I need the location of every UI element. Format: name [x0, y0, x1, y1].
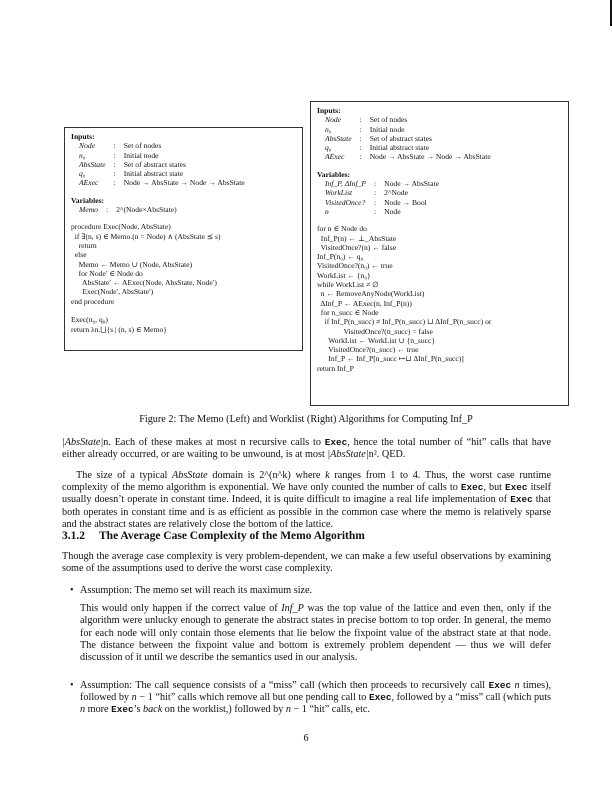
text-run: domain is 2^(n^k) where — [207, 470, 326, 481]
symbol-name: n₀ — [79, 150, 86, 160]
symbol-name: Inf_P, ΔInf_P — [325, 179, 367, 189]
symbol-name: AExec — [79, 178, 99, 188]
symbol-name: Node — [325, 115, 342, 125]
code-line: AbsState′ ← AExec(Node, AbsState, Node′) — [71, 278, 217, 288]
symbol-description: 2^Node — [384, 188, 408, 198]
colon: : — [374, 206, 377, 216]
inputs-heading: Inputs: — [317, 106, 341, 115]
symbol-description: Node → Bool — [384, 197, 427, 207]
colon: : — [359, 124, 362, 134]
figure-caption: Figure 2: The Memo (Left) and Worklist (Right) Algorithms for Computing Inf_P — [139, 414, 473, 425]
symbol-description: Initial abstract state — [369, 143, 430, 153]
paragraph — [62, 470, 551, 531]
colon: : — [359, 133, 362, 143]
code-line: procedure Exec(Node, AbsState) — [71, 222, 171, 232]
math-term: n — [285, 704, 291, 716]
code-term: Exec — [111, 704, 134, 716]
math-term: AbsState — [172, 470, 208, 481]
text-run: Assumption: The call sequence consists of a “miss” call (which then proceeds to recursively call — [80, 680, 489, 691]
definition-row — [79, 205, 177, 214]
symbol-name: q₀ — [79, 169, 86, 179]
math-term: k — [325, 470, 330, 481]
algorithm-code — [71, 222, 296, 334]
code-line: n ← RemoveAnyNode(WorkList) — [317, 289, 425, 299]
code-line: VisitedOnce?(n) ← false — [317, 242, 397, 252]
code-term: Exec — [460, 482, 484, 494]
text-run: times), followed by — [80, 680, 552, 704]
text-run: on the worklist,) followed by — [162, 704, 286, 716]
definition-row — [79, 178, 245, 187]
section-number: 3.1.2 — [62, 530, 85, 542]
code-line: return λn.⨆{s | (n, s) ∈ Memo} — [71, 324, 167, 334]
math-term: n — [131, 692, 137, 704]
code-line: VisitedOnce?(n_succ) = false — [317, 326, 433, 336]
symbol-name: VisitedOnce? — [325, 197, 366, 207]
symbol-description: Node → AbsState → Node → AbsState — [369, 152, 491, 162]
text-run: The size of a typical — [76, 470, 173, 481]
code-line: Inf_P ← Inf_P[n_succ ↦⊔ ΔInf_P(n_succ)] — [317, 354, 464, 364]
code-term: Exec — [488, 680, 512, 691]
text-run: ranges from 1 to 4. Thus, the worst case runtime complexity of the memo algorithm is exponential. We have only counted the number of calls to — [62, 470, 551, 494]
variables-table — [79, 205, 177, 214]
math-term: n — [514, 680, 520, 691]
colon: : — [113, 141, 116, 151]
code-term: Exec — [368, 692, 392, 704]
symbol-description: Node → AbsState → Node → AbsState — [123, 178, 245, 188]
symbol-description: Node → AbsState — [384, 179, 439, 189]
math-term: n — [80, 704, 86, 716]
text-run: , followed by a “miss” call (which puts — [391, 692, 551, 704]
definition-row — [79, 169, 245, 178]
paragraph — [62, 551, 551, 575]
inputs-heading: Inputs: — [71, 132, 95, 141]
symbol-description: Initial abstract state — [123, 169, 184, 179]
code-line: WorkList ← WorkList ∪ {n_succ} — [317, 335, 436, 345]
definition-row — [325, 125, 491, 134]
symbol-description: Initial node — [369, 124, 405, 134]
code-term: Exec — [510, 494, 533, 506]
symbol-name: Memo — [79, 205, 98, 215]
text-run: , hence the total number of “hit” calls that have either already occurred, or are waiting to be unwound, is at most — [62, 437, 551, 461]
symbol-name: q₀ — [325, 143, 332, 153]
code-term: Exec — [505, 482, 528, 494]
code-line: else — [71, 250, 87, 260]
code-line: ΔInf_P ← AExec(n, Inf_P(n)) — [317, 298, 412, 308]
code-line: for n ∈ Node do — [317, 224, 367, 234]
text-run: n. Each of these makes at most n recursive calls to — [103, 437, 325, 448]
colon: : — [113, 150, 116, 160]
math-term: |AbsState| — [62, 437, 104, 448]
variables-table — [325, 179, 439, 216]
inputs-table — [79, 141, 245, 187]
worklist-algorithm-box — [310, 101, 569, 406]
definition-row — [79, 160, 245, 169]
bullet-item — [70, 680, 552, 717]
symbol-description: Set of abstract states — [369, 133, 432, 143]
definition-row — [325, 115, 491, 124]
symbol-description: 2^(Node×AbsState) — [116, 205, 177, 215]
code-line: Exec(Node′, AbsState′) — [71, 287, 154, 297]
text-run: Assumption: The memo set will reach its maximum size. — [80, 585, 313, 596]
symbol-name: WorkList — [325, 188, 353, 198]
inputs-table — [325, 115, 491, 161]
symbol-name: AExec — [325, 152, 345, 162]
bullet-icon: • — [70, 585, 74, 596]
algorithm-code — [317, 224, 562, 373]
code-line — [71, 306, 296, 315]
symbol-name: n₀ — [325, 124, 332, 134]
symbol-description: Set of abstract states — [123, 159, 186, 169]
code-line: WorkList ← {n₀} — [317, 270, 371, 280]
definition-row — [325, 143, 491, 152]
code-term: Exec — [324, 437, 348, 448]
bullet-body — [80, 680, 551, 717]
colon: : — [359, 152, 362, 162]
code-line: if Inf_P(n_succ) ≠ Inf_P(n_succ) ⊔ ΔInf_P(n_succ) or — [317, 317, 492, 327]
colon: : — [374, 188, 377, 198]
definition-row — [325, 198, 439, 207]
symbol-name: AbsState — [79, 159, 106, 169]
code-line: Inf_P(n₀) ← q₀ — [317, 252, 364, 262]
code-line: end procedure — [71, 296, 115, 306]
text-run: itself usually doesn’t operate in constant time. Indeed, it is quite difficult to imagine a real life implementation of — [62, 482, 551, 506]
definition-row — [79, 151, 245, 160]
variables-heading: Variables: — [317, 169, 351, 179]
paragraph — [62, 437, 551, 461]
code-line: VisitedOnce?(n₀) ← true — [317, 261, 393, 271]
section-heading — [62, 530, 365, 542]
variables-heading: Variables: — [71, 195, 105, 205]
math-term: back — [142, 704, 163, 716]
code-line: Memo ← Memo ∪ (Node, AbsState) — [71, 259, 193, 269]
text-run: was the top value of the lattice and even then, only if the algorithm were unlucky enough to generate the abstract states in precise bottom to top order. In general, the memo for each node will only contain those elements that lie below the fixpoint value of the abstract state at that node. The distance between the fixpoint value and bottom is extremely problem dependent — thus we will defer discussion of it until we describe the semantics used in our analysis. — [80, 603, 551, 664]
math-term: Inf_P — [281, 603, 304, 615]
code-line: return — [71, 240, 97, 250]
text-run: that both operates in constant time and is as efficient as possible in the common case where the memo is relatively sparse and the abstract states are relatively close the bottom of the lattice. — [62, 494, 551, 530]
colon: : — [113, 159, 116, 169]
definition-row — [325, 152, 491, 161]
colon: : — [374, 179, 377, 189]
text-run: This would only happen if the correct value of — [80, 603, 282, 615]
code-line: Inf_P(n) ← ⊥_AbsState — [317, 233, 397, 243]
text-run: − 1 “hit” calls which remove all but one pending call to — [136, 692, 369, 704]
definition-row — [325, 134, 491, 143]
colon: : — [113, 169, 116, 179]
bullet-body — [80, 603, 551, 664]
definition-row — [325, 207, 439, 216]
code-line: for Node′ ∈ Node do — [71, 268, 143, 278]
symbol-description: Set of nodes — [369, 115, 408, 125]
colon: : — [105, 205, 109, 215]
code-line: while WorkList ≠ ∅ — [317, 280, 379, 290]
memo-algorithm-box — [64, 127, 303, 351]
page-number: 6 — [303, 733, 309, 744]
code-line: Exec(n₀, q₀) — [71, 315, 108, 325]
code-line: VisitedOnce?(n_succ) ← true — [317, 345, 419, 355]
text-run: − 1 “hit” calls, etc. — [290, 704, 370, 716]
symbol-description: Initial node — [123, 150, 159, 160]
code-line: for n_succ ∈ Node — [317, 307, 379, 317]
definition-row — [325, 188, 439, 197]
definition-row — [325, 179, 439, 188]
colon: : — [113, 178, 116, 188]
code-line: return Inf_P — [317, 363, 354, 373]
text-run: n². QED. — [368, 449, 406, 461]
colon: : — [374, 197, 377, 207]
colon: : — [359, 143, 362, 153]
symbol-name: AbsState — [325, 133, 352, 143]
bullet-title — [80, 585, 551, 597]
section-title: The Average Case Complexity of the Memo Algorithm — [99, 530, 365, 542]
bullet-icon: • — [70, 680, 74, 691]
text-run: , but — [483, 482, 506, 494]
bullet-item — [70, 585, 551, 664]
text-run: Though the average case complexity is very problem-dependent, we can make a few useful observations by examining some of the assumptions used to derive the worst case complexity. — [62, 551, 551, 575]
text-run: ’s — [133, 704, 143, 716]
code-line: if ∃(n, s) ∈ Memo.(n = Node) ∧ (AbsState ⪯ s) — [71, 231, 221, 241]
definition-row — [79, 141, 245, 150]
symbol-description: Node — [384, 206, 401, 216]
colon: : — [359, 115, 362, 125]
symbol-name: Node — [79, 141, 96, 151]
math-term: |AbsState| — [327, 449, 369, 461]
text-run: more — [85, 704, 112, 716]
symbol-description: Set of nodes — [123, 141, 162, 151]
symbol-name: n — [325, 206, 329, 216]
